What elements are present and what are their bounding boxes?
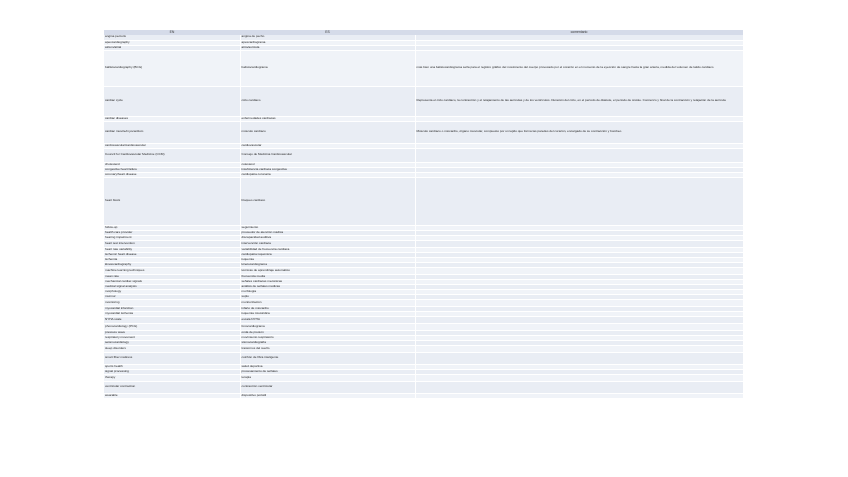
cell-en[interactable]: cardiac muscle/myocardium — [104, 121, 240, 143]
cell-en[interactable]: machine learning techniques — [104, 267, 240, 274]
cell-en[interactable]: NYHA scale — [104, 316, 240, 323]
cell-es[interactable]: escala NYHA — [240, 316, 415, 323]
cell-es[interactable]: apexcardiograma — [240, 40, 415, 45]
cell-es[interactable]: movimiento respiratorio — [240, 335, 415, 340]
cell-en[interactable]: Council for Cardiovascular Medicine (CCM) — [104, 148, 240, 162]
cell-en[interactable]: smart fiber mattress — [104, 352, 240, 364]
cell-en[interactable]: heart block — [104, 177, 240, 225]
cell-en[interactable]: seismocardiology — [104, 340, 240, 345]
cell-en[interactable]: mean rate — [104, 274, 240, 279]
cell-en[interactable]: cholesterol — [104, 162, 240, 167]
glossary-table — [104, 30, 743, 399]
cell-en[interactable]: cardiac diseases — [104, 116, 240, 121]
cell-comment[interactable] — [415, 148, 743, 162]
cell-es[interactable]: onda de presión — [240, 330, 415, 335]
table-row — [104, 148, 743, 162]
cell-en[interactable]: ballistocardiography (BCG) — [104, 50, 240, 86]
table-row — [104, 316, 743, 323]
cell-en[interactable]: follow-up — [104, 225, 240, 230]
cell-es[interactable]: discapacidad auditiva — [240, 235, 415, 240]
cell-comment[interactable] — [415, 393, 743, 398]
cell-en[interactable]: medical signal analysis — [104, 284, 240, 289]
cell-es[interactable]: terapia — [240, 374, 415, 381]
cell-es[interactable]: isquemia — [240, 257, 415, 262]
cell-es[interactable]: análisis de señales médicas — [240, 284, 415, 289]
cell-en[interactable]: angina pectoris — [104, 35, 240, 40]
cell-es[interactable]: soplo — [240, 294, 415, 299]
cell-es[interactable]: angina de pecho — [240, 35, 415, 40]
cell-en[interactable]: cardiac cycle — [104, 86, 240, 116]
cell-comment[interactable] — [415, 374, 743, 381]
cell-es[interactable]: monitorización — [240, 299, 415, 306]
cell-es[interactable]: atrio/aurícula — [240, 45, 415, 50]
cell-es[interactable]: seguimiento — [240, 225, 415, 230]
table-row — [104, 299, 743, 306]
table-row — [104, 50, 743, 86]
cell-es[interactable]: bloqueo cardíaco — [240, 177, 415, 225]
cell-comment[interactable] — [415, 352, 743, 364]
cell-comment[interactable] — [415, 316, 743, 323]
cell-en[interactable]: therapy — [104, 374, 240, 381]
cell-en[interactable]: myocardial infarction — [104, 306, 240, 311]
cell-comment[interactable] — [415, 299, 743, 306]
cell-es[interactable]: insuficiencia cardíaca congestiva — [240, 167, 415, 172]
table-row — [104, 393, 743, 398]
cell-en[interactable]: wearable — [104, 393, 240, 398]
cell-en[interactable]: sports health — [104, 364, 240, 369]
table-row — [104, 352, 743, 364]
cell-en[interactable]: ventricular contraction — [104, 381, 240, 393]
cell-es[interactable]: señales cardíacas mecánicas — [240, 279, 415, 284]
cell-en[interactable]: heart test intervention — [104, 240, 240, 247]
cell-es[interactable]: kinetocardiograma — [240, 262, 415, 267]
cell-es[interactable]: trastornos del sueño — [240, 345, 415, 352]
cell-es[interactable]: infarto de miocardio — [240, 306, 415, 311]
cell-en[interactable]: signal processing — [104, 369, 240, 374]
cell-en[interactable]: ischemia — [104, 257, 240, 262]
spreadsheet — [104, 30, 743, 399]
cell-comment[interactable] — [415, 345, 743, 352]
cell-en[interactable]: myocardial ischemia — [104, 311, 240, 316]
cell-comment[interactable]: más bien una balistocardiograma seña para el registro gráfico del movimiento del cuerpo provocado por el corazón en el momento de la eyección de sangre hacia la gran arteria, medida del volumen de latido cardíaco — [415, 50, 743, 86]
cell-es[interactable]: ciclo cardíaco — [240, 86, 415, 116]
cell-es[interactable]: colchón de fibra inteligente — [240, 352, 415, 364]
cell-es[interactable]: técnicas de aprendizaje automático — [240, 267, 415, 274]
cell-es[interactable]: intervención cardíaca — [240, 240, 415, 247]
cell-es[interactable]: enfermedades cardíacas — [240, 116, 415, 121]
cell-es[interactable]: cardiopatía isquémica — [240, 252, 415, 257]
cell-en[interactable]: morphology — [104, 289, 240, 294]
cell-comment[interactable] — [415, 323, 743, 330]
cell-comment[interactable] — [415, 240, 743, 247]
cell-en[interactable]: apexcardiography — [104, 40, 240, 45]
table-row — [104, 374, 743, 381]
cell-es[interactable]: sismocardiografía — [240, 340, 415, 345]
header-comment[interactable]: comentario — [415, 30, 743, 35]
cell-comment[interactable] — [415, 177, 743, 225]
cell-es[interactable]: balistocardiograma — [240, 50, 415, 86]
cell-es[interactable]: proveedor de atención médica — [240, 230, 415, 235]
cell-en[interactable]: kinetocardiography — [104, 262, 240, 267]
cell-en[interactable]: ischemic heart disease — [104, 252, 240, 257]
cell-es[interactable]: fonocardiograma — [240, 323, 415, 330]
cell-es[interactable]: variabilidad de frecuencia cardíaca — [240, 247, 415, 252]
cell-en[interactable]: mechanical cardiac signals — [104, 279, 240, 284]
cell-es[interactable]: salud deportiva — [240, 364, 415, 369]
cell-en[interactable]: phonocardiology (PCG) — [104, 323, 240, 330]
cell-en[interactable]: murmur — [104, 294, 240, 299]
cell-en[interactable]: atrium/atrial — [104, 45, 240, 50]
cell-es[interactable]: procesamiento de señales — [240, 369, 415, 374]
cell-es[interactable]: Consejo de Medicina Cardiovascular — [240, 148, 415, 162]
cell-comment[interactable] — [415, 381, 743, 393]
cell-en[interactable]: coronary/heart disease — [104, 172, 240, 177]
table-row — [104, 323, 743, 330]
cell-es[interactable]: colesterol — [240, 162, 415, 167]
cell-en[interactable]: pressure wave — [104, 330, 240, 335]
table-row — [104, 177, 743, 225]
cell-en[interactable]: congestive heart failure — [104, 167, 240, 172]
table-row — [104, 121, 743, 143]
header-en[interactable]: EN — [104, 30, 240, 35]
table-row — [104, 240, 743, 247]
cell-en[interactable]: hearing impairment — [104, 235, 240, 240]
cell-comment[interactable] — [415, 267, 743, 274]
cell-es[interactable]: contracción ventricular — [240, 381, 415, 393]
cell-comment[interactable]: Representa el ciclo cardíaco, la contracción y el relajamiento de las aurículas y de los ventrículos. Duración del ciclo, en el período de diástole, el período de sístole. Comienzo y final de la contracción y relajación de la aurícula — [415, 86, 743, 116]
cell-es[interactable]: cardiovascular — [240, 143, 415, 148]
header-es[interactable]: ES — [240, 30, 415, 35]
cell-comment[interactable]: Músculo cardíaco o miocardio, órgano muscular, compuesto por un tejido que forma las paredes del corazón, encargado de su contracción y bombeo — [415, 121, 743, 143]
cell-en[interactable]: cardiovascular/cardiovascular — [104, 143, 240, 148]
cell-en[interactable]: health care provider — [104, 230, 240, 235]
cell-en[interactable]: sleep disorders — [104, 345, 240, 352]
table-row — [104, 345, 743, 352]
cell-es[interactable]: isquemia miocárdica — [240, 311, 415, 316]
cell-es[interactable]: músculo cardíaco — [240, 121, 415, 143]
cell-es[interactable]: dispositivo portátil — [240, 393, 415, 398]
table-row — [104, 267, 743, 274]
cell-es[interactable]: cardiopatía coronaria — [240, 172, 415, 177]
cell-en[interactable]: heart rate variability — [104, 247, 240, 252]
cell-es[interactable]: morfología — [240, 289, 415, 294]
cell-en[interactable]: respiratory movement — [104, 335, 240, 340]
cell-en[interactable]: monitoring — [104, 299, 240, 306]
table-row — [104, 381, 743, 393]
table-row — [104, 86, 743, 116]
cell-es[interactable]: frecuencia media — [240, 274, 415, 279]
